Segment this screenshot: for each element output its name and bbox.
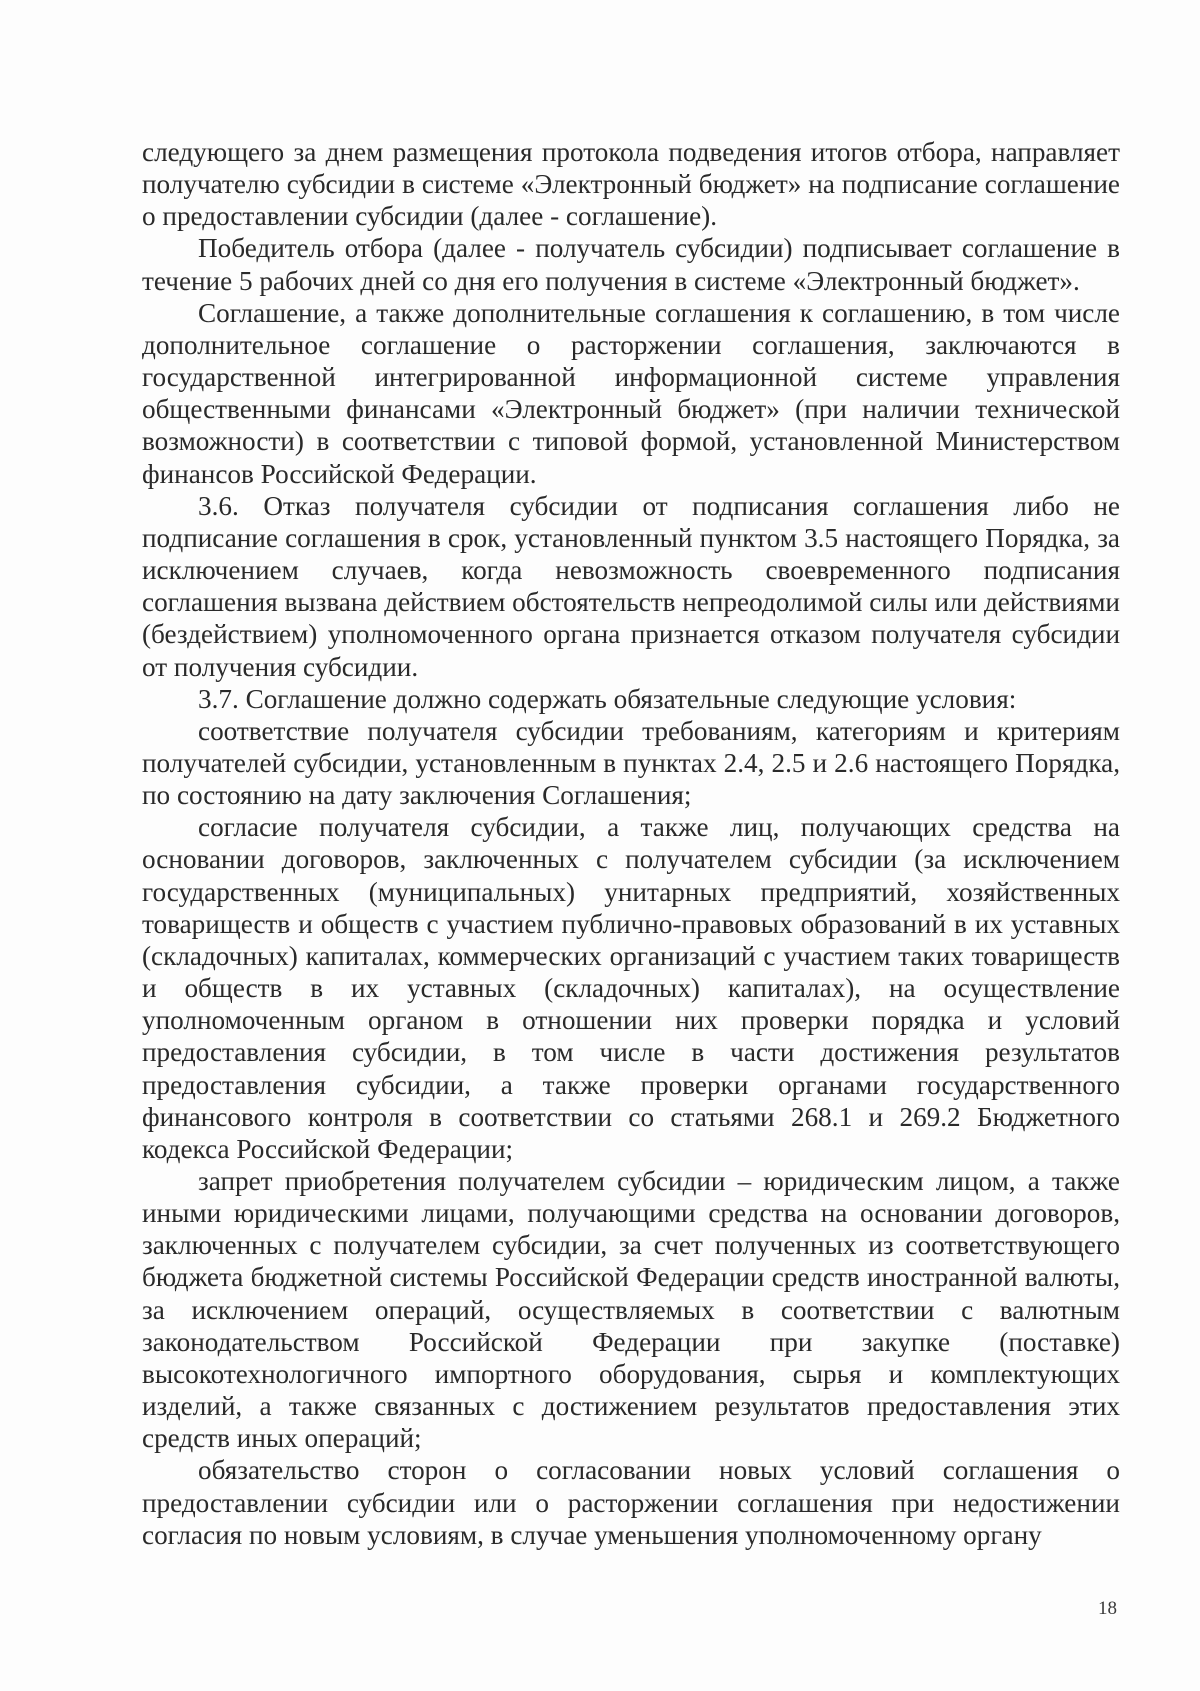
paragraph-5-clause-3-7: 3.7. Соглашение должно содержать обязательные следующие условия: <box>198 683 1017 714</box>
page-number: 18 <box>1098 1598 1117 1619</box>
document-body <box>142 136 1120 1551</box>
paragraph-6-condition-compliance: соответствие получателя субсидии требованиям, категориям и критериям получателей субсидии, установленным в пунктах 2.4, 2.5 и 2.6 настоящего Порядка, по состоянию на дату заключения Соглашения; <box>142 715 1120 811</box>
paragraph-9-condition-obligation: обязательство сторон о согласовании новых условий соглашения о предоставлении субсидии или о расторжении соглашения при недостижении согласия по новым условиям, в случае уменьшения уполномоченному органу <box>142 1455 1120 1550</box>
paragraph-7-condition-consent: согласие получателя субсидии, а также лиц, получающих средства на основании договоров, заключенных с получателем субсидии (за исключением государственных (муниципальных) унитарных предприятий, хозяйственных товариществ и обществ с участием публично-правовых образований в их уставных (складочных) капиталах, коммерческих организаций с участием таких товариществ и обществ в их уставных (складочных) капиталах), на осуществление уполномоченным органом в отношении них проверки порядка и условий предоставления субсидии, в том числе в части достижения результатов предоставления субсидии, а также проверки органами государственного финансового контроля в соответствии со статьями 268.1 и 269.2 Бюджетного кодекса Российской Федерации; <box>142 812 1120 1164</box>
paragraph-3: Соглашение, а также дополнительные соглашения к соглашению, в том числе дополнительное соглашение о расторжении соглашения, заключаются в государственной интегрированной информационной системе управления общественными финансами «Электронный бюджет» (при наличии технической возможности) в соответствии с типовой формой, установленной Министерством финансов Российской Федерации. <box>142 297 1120 489</box>
paragraph-4-clause-3-6: 3.6. Отказ получателя субсидии от подписания соглашения либо не подписание соглашения в срок, установленный пунктом 3.5 настоящего Порядка, за исключением случаев, когда невозможность своевременного подписания соглашения вызвана действием обстоятельств непреодолимой силы или действиями (бездействием) уполномоченного органа признается отказом получателя субсидии от получения субсидии. <box>142 490 1120 682</box>
paragraph-8-condition-currency-ban: запрет приобретения получателем субсидии – юридическим лицом, а также иными юридическими лицами, получающими средства на основании договоров, заключенных с получателем субсидии, за счет полученных из соответствующего бюджета бюджетной системы Российской Федерации средств иностранной валюты, за исключением операций, осуществляемых в соответствии с валютным законодательством Российской Федерации при закупке (поставке) высокотехнологичного импортного оборудования, сырья и комплектующих изделий, а также связанных с достижением результатов предоставления этих средств иных операций; <box>142 1166 1120 1454</box>
paragraph-1: следующего за днем размещения протокола подведения итогов отбора, направляет получателю субсидии в системе «Электронный бюджет» на подписание соглашение о предоставлении субсидии (далее - соглашение). <box>142 137 1120 232</box>
paragraph-2: Победитель отбора (далее - получатель субсидии) подписывает соглашение в течение 5 рабочих дней со дня его получения в системе «Электронный бюджет». <box>142 233 1120 296</box>
